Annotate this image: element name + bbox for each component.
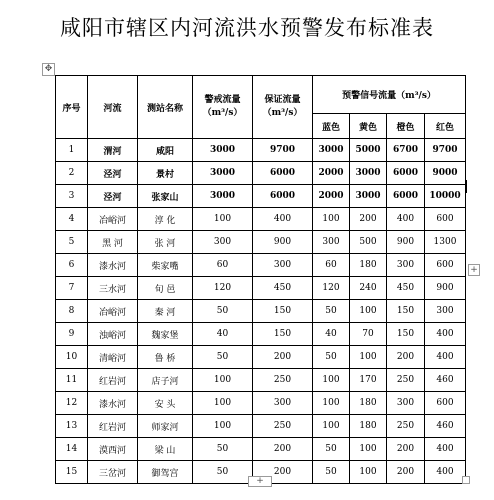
cell-station: 张家山 — [138, 185, 193, 208]
cell-station: 安 头 — [138, 392, 193, 415]
cell-orange: 250 — [387, 369, 425, 392]
cell-orange: 400 — [387, 208, 425, 231]
cell-yellow: 100 — [350, 300, 387, 323]
cell-guarantee: 6000 — [253, 162, 313, 185]
cell-river: 浊峪河 — [88, 323, 138, 346]
cell-yellow: 3000 — [350, 185, 387, 208]
cell-yellow: 100 — [350, 461, 387, 484]
table-row — [56, 323, 466, 346]
cell-seq: 6 — [56, 254, 88, 277]
cell-river: 漠西河 — [88, 438, 138, 461]
cell-station: 魏家堡 — [138, 323, 193, 346]
table-row — [56, 277, 466, 300]
cell-river: 漆水河 — [88, 254, 138, 277]
cell-seq: 11 — [56, 369, 88, 392]
header-warning-flow: 警戒流量（m³/s） — [193, 76, 253, 139]
cell-blue: 3000 — [313, 139, 350, 162]
cell-blue: 300 — [313, 231, 350, 254]
cell-station: 淳 化 — [138, 208, 193, 231]
cell-guarantee: 300 — [253, 254, 313, 277]
cell-orange: 250 — [387, 415, 425, 438]
cell-blue: 2000 — [313, 162, 350, 185]
header-station: 测站名称 — [138, 76, 193, 139]
header-orange: 橙色 — [387, 114, 425, 139]
cell-seq: 8 — [56, 300, 88, 323]
text-cursor — [466, 180, 467, 193]
cell-red: 400 — [425, 346, 466, 369]
cell-river: 泾河 — [88, 162, 138, 185]
header-river: 河流 — [88, 76, 138, 139]
header-seq: 序号 — [56, 76, 88, 139]
header-red: 红色 — [425, 114, 466, 139]
cell-guarantee: 150 — [253, 300, 313, 323]
table-resize-handle[interactable] — [462, 476, 470, 484]
cell-blue: 60 — [313, 254, 350, 277]
cell-river: 黑 河 — [88, 231, 138, 254]
cell-warning: 40 — [193, 323, 253, 346]
cell-warning: 100 — [193, 415, 253, 438]
cell-guarantee: 450 — [253, 277, 313, 300]
cell-seq: 2 — [56, 162, 88, 185]
cell-blue: 100 — [313, 392, 350, 415]
cell-river: 冶峪河 — [88, 208, 138, 231]
cell-river: 清峪河 — [88, 346, 138, 369]
cell-red: 400 — [425, 438, 466, 461]
cell-river: 红岩河 — [88, 369, 138, 392]
cell-guarantee: 400 — [253, 208, 313, 231]
cell-orange: 300 — [387, 392, 425, 415]
header-yellow: 黄色 — [350, 114, 387, 139]
cell-orange: 150 — [387, 323, 425, 346]
cell-blue: 50 — [313, 300, 350, 323]
cell-yellow: 180 — [350, 254, 387, 277]
cell-station: 景村 — [138, 162, 193, 185]
cell-guarantee: 300 — [253, 392, 313, 415]
document-title: 咸阳市辖区内河流洪水预警发布标准表 — [60, 16, 434, 40]
table-row — [56, 438, 466, 461]
cell-river: 冶峪河 — [88, 300, 138, 323]
cell-warning: 50 — [193, 346, 253, 369]
cell-seq: 3 — [56, 185, 88, 208]
table-row — [56, 369, 466, 392]
cell-yellow: 5000 — [350, 139, 387, 162]
cell-river: 泾河 — [88, 185, 138, 208]
cell-guarantee: 200 — [253, 346, 313, 369]
header-signal-flow: 预警信号流量（m³/s） — [313, 76, 466, 114]
cell-station: 师家河 — [138, 415, 193, 438]
cell-blue: 40 — [313, 323, 350, 346]
add-column-plus-icon[interactable]: + — [468, 264, 480, 276]
cell-station: 鲁 桥 — [138, 346, 193, 369]
cell-station: 柴家嘴 — [138, 254, 193, 277]
cell-yellow: 3000 — [350, 162, 387, 185]
cell-red: 600 — [425, 208, 466, 231]
cell-warning: 100 — [193, 369, 253, 392]
cell-station: 旬 邑 — [138, 277, 193, 300]
cell-yellow: 500 — [350, 231, 387, 254]
cell-red: 9000 — [425, 162, 466, 185]
cell-red: 600 — [425, 254, 466, 277]
cell-warning: 100 — [193, 208, 253, 231]
add-row-plus-icon[interactable]: + — [248, 476, 272, 487]
cell-guarantee: 150 — [253, 323, 313, 346]
cell-yellow: 180 — [350, 392, 387, 415]
cell-warning: 120 — [193, 277, 253, 300]
cell-blue: 100 — [313, 369, 350, 392]
cell-orange: 200 — [387, 346, 425, 369]
cell-yellow: 170 — [350, 369, 387, 392]
cell-yellow: 100 — [350, 346, 387, 369]
header-guarantee-flow: 保证流量（m³/s） — [253, 76, 313, 139]
cell-yellow: 240 — [350, 277, 387, 300]
cell-red: 300 — [425, 300, 466, 323]
cell-orange: 900 — [387, 231, 425, 254]
cell-guarantee: 6000 — [253, 185, 313, 208]
cell-river: 渭河 — [88, 139, 138, 162]
cell-yellow: 70 — [350, 323, 387, 346]
cell-warning: 100 — [193, 392, 253, 415]
cell-seq: 14 — [56, 438, 88, 461]
cell-orange: 6700 — [387, 139, 425, 162]
cell-river: 漆水河 — [88, 392, 138, 415]
cell-seq: 13 — [56, 415, 88, 438]
cell-guarantee: 250 — [253, 415, 313, 438]
table-row — [56, 392, 466, 415]
cell-seq: 1 — [56, 139, 88, 162]
cell-blue: 50 — [313, 461, 350, 484]
cell-orange: 300 — [387, 254, 425, 277]
cell-station: 张 河 — [138, 231, 193, 254]
cell-warning: 3000 — [193, 162, 253, 185]
cell-seq: 5 — [56, 231, 88, 254]
cell-seq: 15 — [56, 461, 88, 484]
cell-red: 460 — [425, 369, 466, 392]
cell-blue: 100 — [313, 208, 350, 231]
cell-station: 梁 山 — [138, 438, 193, 461]
cell-guarantee: 900 — [253, 231, 313, 254]
table-row — [56, 231, 466, 254]
cell-red: 400 — [425, 323, 466, 346]
cell-station: 店子河 — [138, 369, 193, 392]
cell-red: 460 — [425, 415, 466, 438]
cell-seq: 10 — [56, 346, 88, 369]
cell-blue: 100 — [313, 415, 350, 438]
cell-blue: 50 — [313, 438, 350, 461]
cell-blue: 2000 — [313, 185, 350, 208]
cell-yellow: 100 — [350, 438, 387, 461]
cell-yellow: 180 — [350, 415, 387, 438]
cell-river: 红岩河 — [88, 415, 138, 438]
cell-seq: 7 — [56, 277, 88, 300]
cell-seq: 4 — [56, 208, 88, 231]
cell-guarantee: 200 — [253, 461, 313, 484]
table-row — [56, 185, 466, 208]
cell-red: 400 — [425, 461, 466, 484]
cell-warning: 60 — [193, 254, 253, 277]
cell-station: 御驾宫 — [138, 461, 193, 484]
table-row — [56, 254, 466, 277]
cell-blue: 50 — [313, 346, 350, 369]
cell-warning: 3000 — [193, 185, 253, 208]
cell-guarantee: 9700 — [253, 139, 313, 162]
cell-orange: 200 — [387, 438, 425, 461]
cell-warning: 50 — [193, 438, 253, 461]
cell-red: 9700 — [425, 139, 466, 162]
table-row — [56, 208, 466, 231]
cell-yellow: 200 — [350, 208, 387, 231]
cell-warning: 3000 — [193, 139, 253, 162]
cell-warning: 300 — [193, 231, 253, 254]
cell-orange: 200 — [387, 461, 425, 484]
table-row — [56, 139, 466, 162]
header-blue: 蓝色 — [313, 114, 350, 139]
move-icon[interactable]: ✥ — [42, 63, 55, 76]
cell-warning: 50 — [193, 300, 253, 323]
cell-orange: 6000 — [387, 162, 425, 185]
cell-orange: 150 — [387, 300, 425, 323]
cell-station: 咸阳 — [138, 139, 193, 162]
flood-warning-table — [55, 75, 466, 484]
cell-seq: 12 — [56, 392, 88, 415]
table-row — [56, 300, 466, 323]
cell-river: 三水河 — [88, 277, 138, 300]
cell-station: 秦 河 — [138, 300, 193, 323]
cell-red: 10000 — [425, 185, 466, 208]
cell-seq: 9 — [56, 323, 88, 346]
table-row — [56, 162, 466, 185]
cell-river: 三岔河 — [88, 461, 138, 484]
cell-orange: 6000 — [387, 185, 425, 208]
cell-red: 900 — [425, 277, 466, 300]
cell-red: 600 — [425, 392, 466, 415]
table-row — [56, 415, 466, 438]
cell-red: 1300 — [425, 231, 466, 254]
cell-guarantee: 200 — [253, 438, 313, 461]
cell-orange: 450 — [387, 277, 425, 300]
cell-warning: 50 — [193, 461, 253, 484]
cell-blue: 120 — [313, 277, 350, 300]
cell-guarantee: 250 — [253, 369, 313, 392]
table-row — [56, 346, 466, 369]
